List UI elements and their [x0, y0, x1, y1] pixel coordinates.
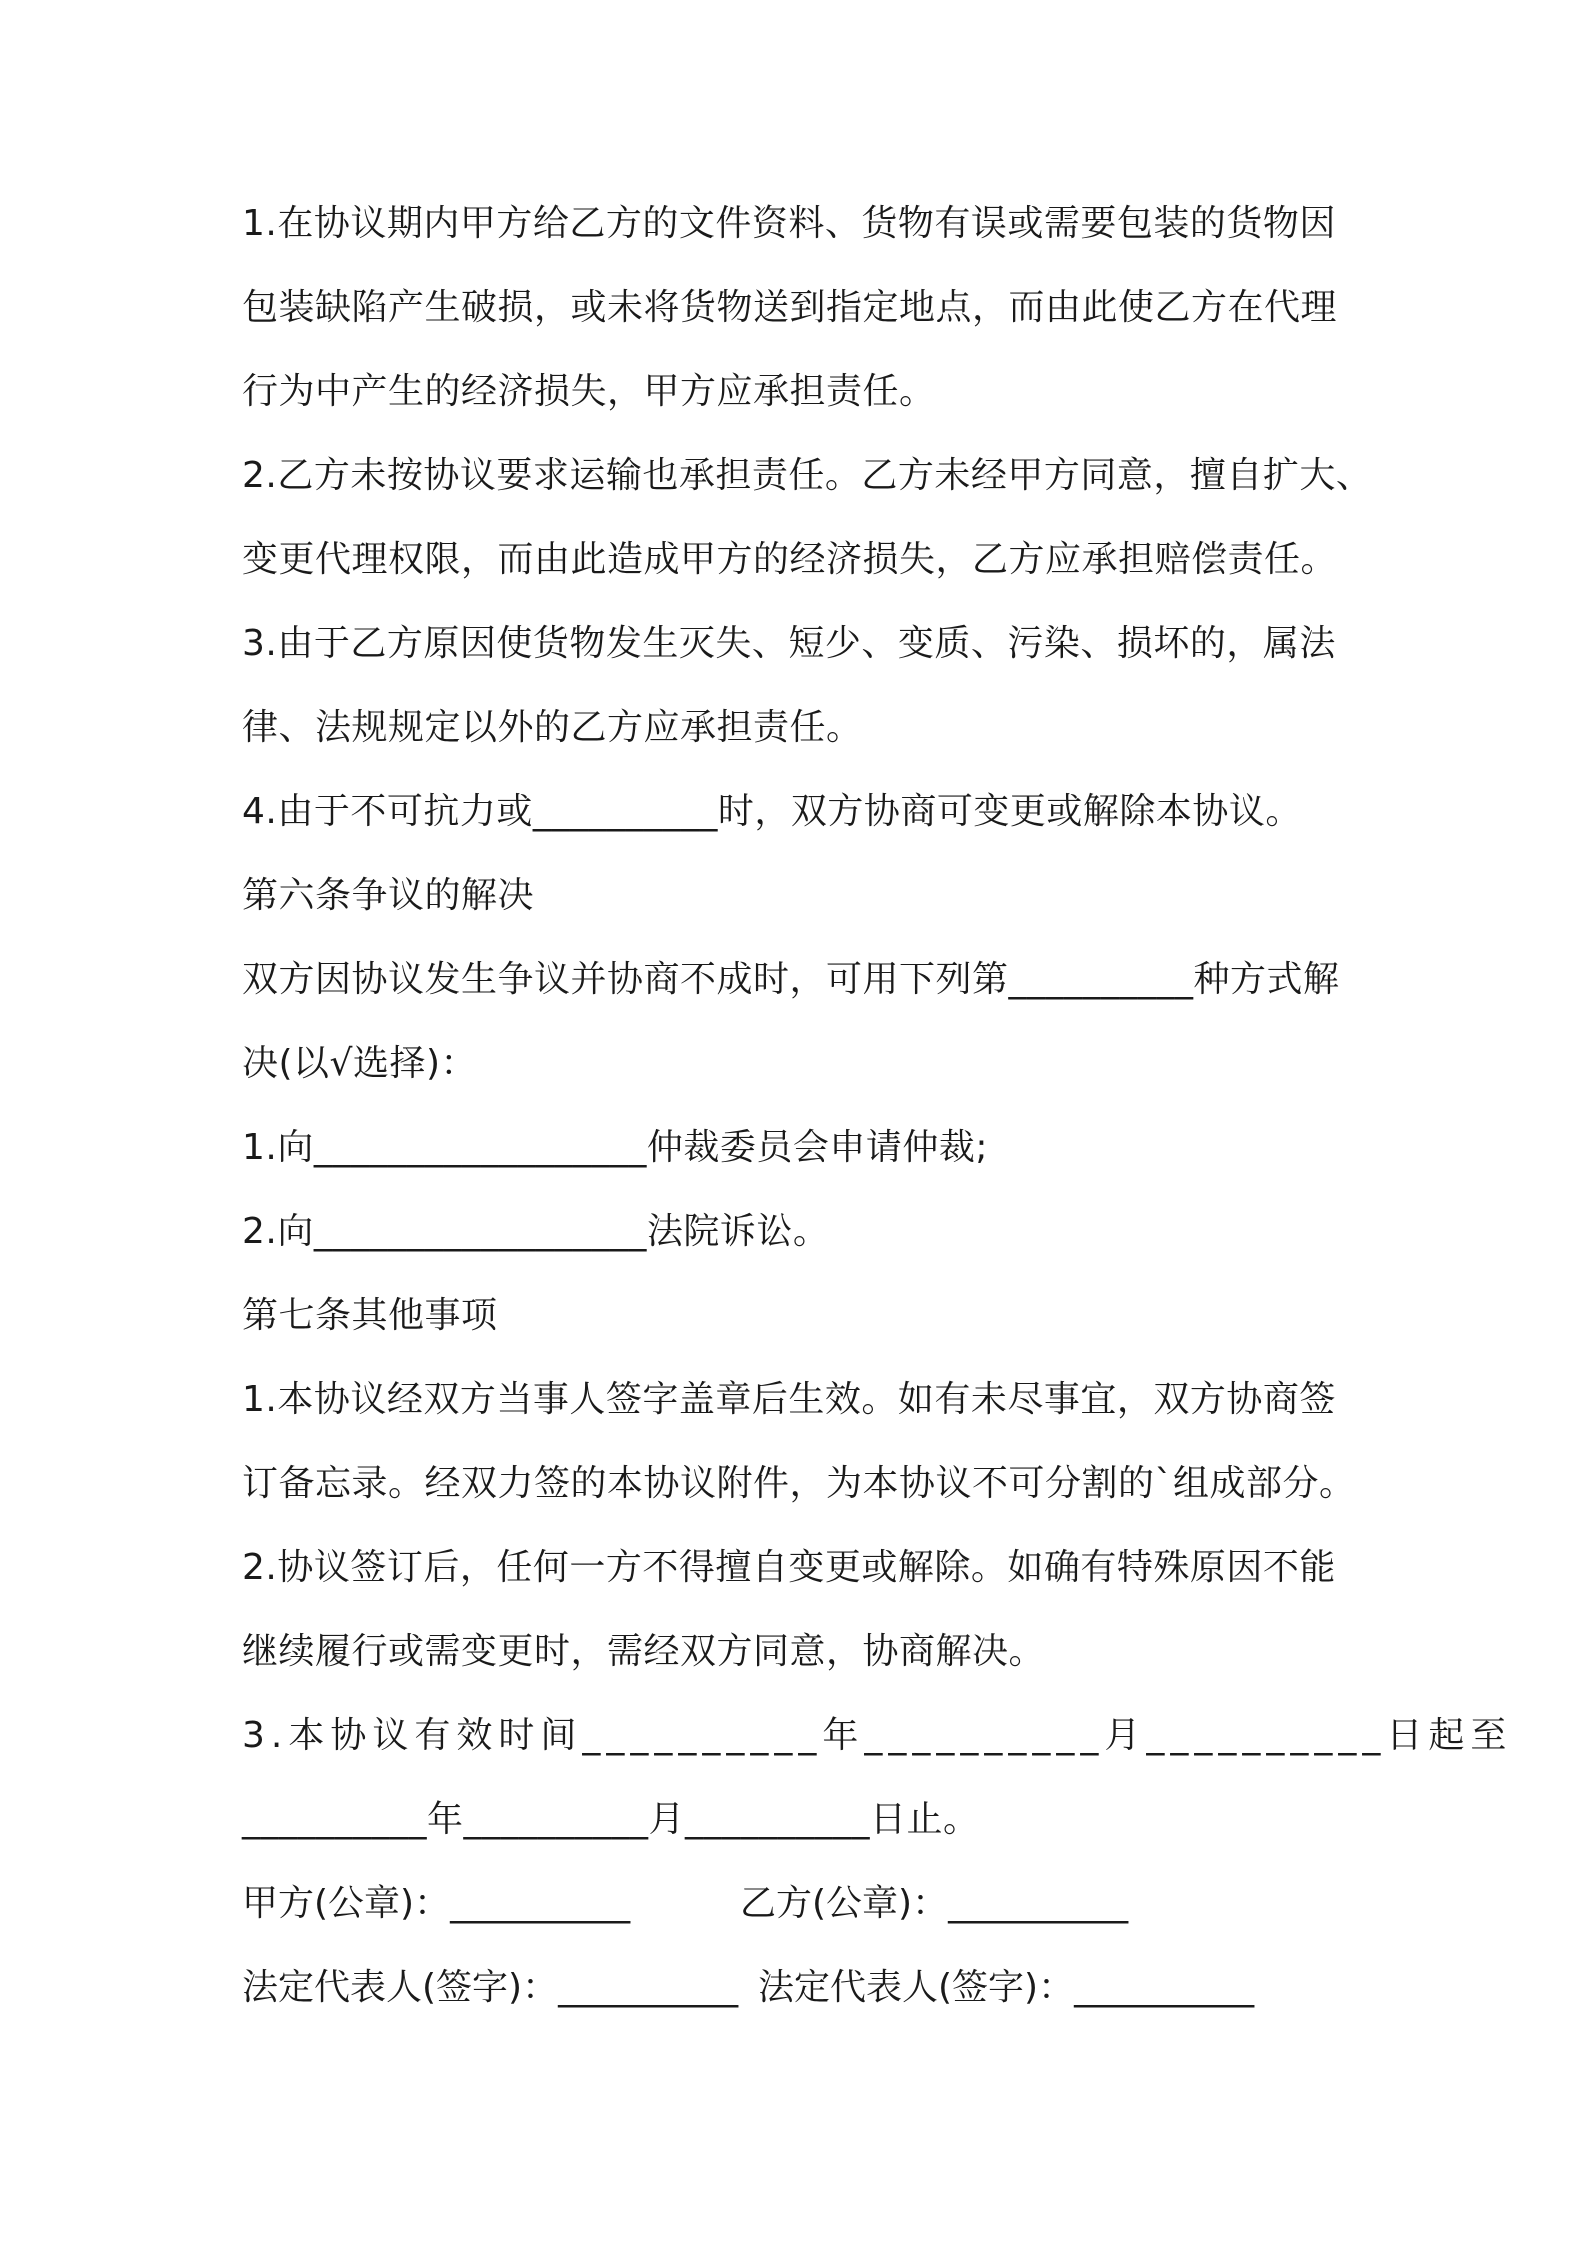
text-line: 3.本协议有效时间__________年__________月__________日起至 — [242, 1715, 1513, 1756]
text-line: 1.向__________________仲裁委员会申请仲裁; — [242, 1127, 988, 1168]
text-line: 1.在协议期内甲方给乙方的文件资料、货物有误或需要包装的货物因 — [242, 203, 1336, 244]
text-line: 2.协议签订后，任何一方不得擅自变更或解除。如确有特殊原因不能 — [242, 1547, 1336, 1588]
text-line: 2.向__________________法院诉讼。 — [242, 1211, 830, 1252]
text-line: 双方因协议发生争议并协商不成时，可用下列第__________种方式解 — [242, 959, 1340, 1000]
party-b-representative: 法定代表人(签字)：__________ — [758, 1967, 1255, 2008]
text-line: 行为中产生的经济损失，甲方应承担责任。 — [242, 371, 936, 412]
text-line: 变更代理权限，而由此造成甲方的经济损失，乙方应承担赔偿责任。 — [242, 539, 1338, 580]
text-line: __________年__________月__________日止。 — [242, 1799, 980, 1840]
text-line: 包装缺陷产生破损，或未将货物送到指定地点，而由此使乙方在代理 — [242, 287, 1338, 328]
section-heading: 第七条其他事项 — [242, 1295, 498, 1336]
party-a-representative: 法定代表人(签字)：__________ — [242, 1967, 739, 2008]
text-line: 1.本协议经双方当事人签字盖章后生效。如有未尽事宜，双方协商签 — [242, 1379, 1336, 1420]
party-b-seal: 乙方(公章)：__________ — [740, 1883, 1129, 1924]
text-line: 3.由于乙方原因使货物发生灭失、短少、变质、污染、损坏的，属法 — [242, 623, 1336, 664]
party-a-seal: 甲方(公章)：__________ — [242, 1883, 631, 1924]
text-line: 订备忘录。经双力签的本协议附件，为本协议不可分割的`组成部分。 — [242, 1463, 1356, 1504]
text-line: 律、法规规定以外的乙方应承担责任。 — [242, 707, 863, 748]
text-line: 决(以√选择)： — [242, 1043, 478, 1084]
section-heading: 第六条争议的解决 — [242, 875, 535, 916]
text-line: 继续履行或需变更时，需经双方同意，协商解决。 — [242, 1631, 1046, 1672]
text-line: 4.由于不可抗力或__________时，双方协商可变更或解除本协议。 — [242, 791, 1302, 832]
text-line: 2.乙方未按协议要求运输也承担责任。乙方未经甲方同意，擅自扩大、 — [242, 455, 1373, 496]
